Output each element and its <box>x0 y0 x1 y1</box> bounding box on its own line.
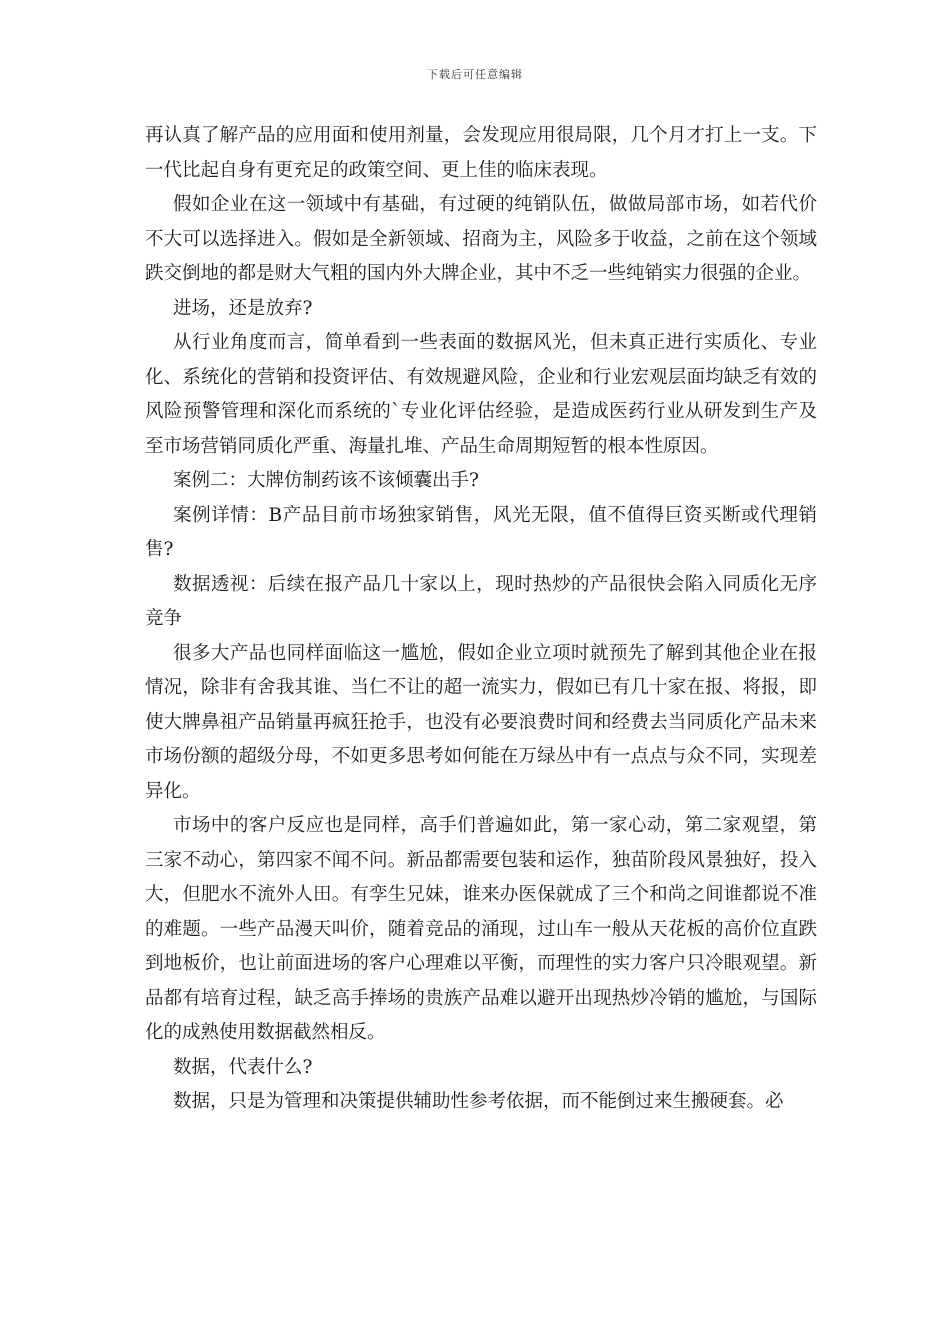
paragraph: 数据透视：后续在报产品几十家以上，现时热炒的产品很快会陷入同质化无序竞争 <box>145 573 817 629</box>
paragraph: 数据，只是为管理和决策提供辅助性参考依据，而不能倒过来生搬硬套。必 <box>173 1091 784 1112</box>
paragraph: 从行业角度而言，简单看到一些表面的数据风光，但未真正进行实质化、专业化、系统化的营销和投资评估、有效规避风险，企业和行业宏观层面均缺乏有效的风险预警管理和深化而系统的`专业化评估经验，是造成医药行业从研发到生产及至市场营销同质化严重、海量扎堆、产品生命周期短暂的根本性原因。 <box>145 332 817 457</box>
paragraph: 假如企业在这一领域中有基础，有过硬的纯销队伍，做做局部市场，如若代价不大可以选择进入。假如是全新领域、招商为主，风险多于收益，之前在这个领域跌交倒地的都是财大气粗的国内外大牌企业，其中不乏一些纯销实力很强的企业。 <box>145 194 817 284</box>
paragraph: 很多大产品也同样面临这一尴尬，假如企业立项时就预先了解到其他企业在报情况，除非有舍我其谁、当仁不让的超一流实力，假如已有几十家在报、将报，即使大牌鼻祖产品销量再疯狂抢手，也没有必要浪费时间和经费去当同质化产品未来市场份额的超级分母，不如更多思考如何能在万绿丛中有一点点与众不同，实现差异化。 <box>145 642 817 802</box>
paragraph: 案例详情：B产品目前市场独家销售，风光无限，值不值得巨资买断或代理销售? <box>145 504 817 560</box>
paragraph: 案例二：大牌仿制药该不该倾囊出手? <box>173 470 479 491</box>
page-header: 下载后可任意编辑 <box>427 68 523 81</box>
paragraph: 进场，还是放弃? <box>173 297 313 319</box>
document-body <box>145 119 817 1120</box>
paragraph: 市场中的客户反应也是同样，高手们普遍如此，第一家心动，第二家观望，第三家不动心，第四家不闻不问。新品都需要包装和运作，独苗阶段风景独好，投入大，但肥水不流外人田。有孪生兄妹，谁来办医保就成了三个和尚之间谁都说不准的难题。一些产品漫天叫价，随着竞品的涌现，过山车一般从天花板的高价位直跌到地板价，也让前面进场的客户心理难以平衡，而理性的实力客户只冷眼观望。新品都有培育过程，缺乏高手捧场的贵族产品难以避开出现热炒冷销的尴尬，与国际化的成熟使用数据截然相反。 <box>145 815 817 1043</box>
paragraph: 再认真了解产品的应用面和使用剂量，会发现应用很局限，几个月才打上一支。下一代比起自身有更充足的政策空间、更上佳的临床表现。 <box>145 125 817 181</box>
paragraph: 数据，代表什么? <box>173 1056 313 1078</box>
